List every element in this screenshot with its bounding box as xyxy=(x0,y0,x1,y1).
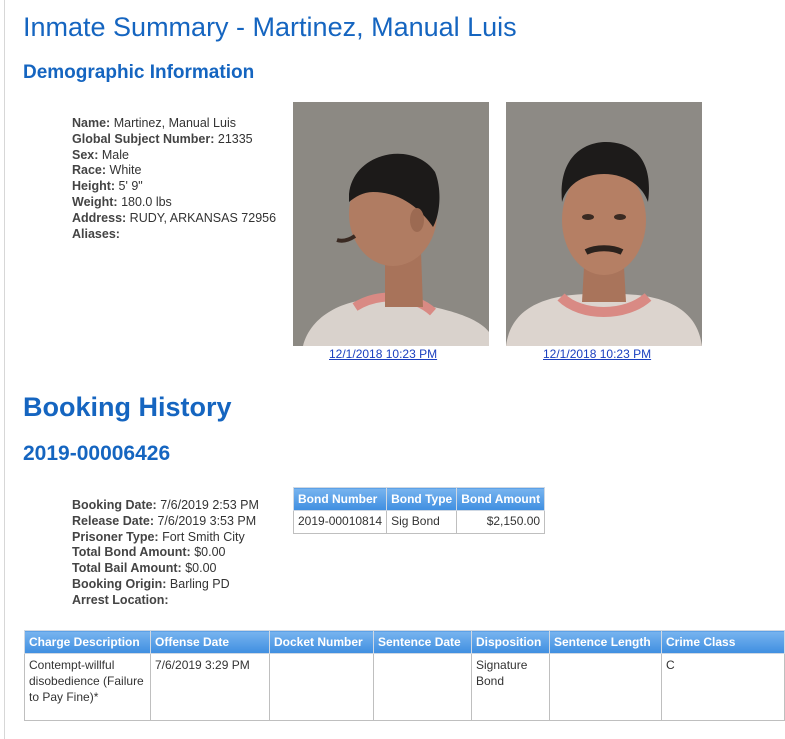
sentence-date-header: Sentence Date xyxy=(374,631,472,654)
field-release-date: Release Date: 7/6/2019 3:53 PM xyxy=(72,513,257,528)
mugshot-profile-photo xyxy=(293,102,489,346)
photo-date-link-2[interactable]: 12/1/2018 10:23 PM xyxy=(543,347,652,361)
demographic-heading: Demographic Information xyxy=(23,62,255,83)
booking-number: 2019-00006426 xyxy=(23,442,171,465)
page-left-border xyxy=(4,0,5,739)
charges-header-row xyxy=(25,631,785,654)
bond-table xyxy=(293,487,545,534)
field-total-bond-amount: Total Bond Amount: $0.00 xyxy=(72,545,226,560)
bond-amount-header: Bond Amount xyxy=(457,488,545,511)
bond-number-header: Bond Number xyxy=(294,488,387,511)
booking-history-heading: Booking History xyxy=(23,392,232,422)
field-aliases: Aliases: xyxy=(72,226,120,241)
bond-type-header: Bond Type xyxy=(387,488,457,511)
charges-table-container xyxy=(24,630,736,730)
bond-amount-cell: $2,150.00 xyxy=(457,511,545,534)
disposition-cell: Signature Bond xyxy=(472,654,550,721)
field-global-subject-number: Global Subject Number: 21335 xyxy=(72,131,253,146)
charges-table xyxy=(24,630,785,721)
mugshot-front-photo xyxy=(506,102,702,346)
photo-date-link-1[interactable]: 12/1/2018 10:23 PM xyxy=(329,347,438,361)
docket-number-header: Docket Number xyxy=(270,631,374,654)
field-sex: Sex: Male xyxy=(72,147,129,162)
field-race: Race: White xyxy=(72,163,142,178)
sentence-length-header: Sentence Length xyxy=(550,631,662,654)
offense-date-header: Offense Date xyxy=(151,631,270,654)
demographic-fields xyxy=(72,116,276,242)
booking-fields xyxy=(72,498,259,609)
field-booking-origin: Booking Origin: Barling PD xyxy=(72,576,230,591)
field-name: Name: Martinez, Manual Luis xyxy=(72,116,236,130)
table-row xyxy=(294,511,545,534)
crime-class-header: Crime Class xyxy=(662,631,785,654)
crime-class-cell: C xyxy=(662,654,785,721)
charge-description-header: Charge Description xyxy=(25,631,151,654)
field-arrest-location: Arrest Location: xyxy=(72,592,169,607)
field-total-bail-amount: Total Bail Amount: $0.00 xyxy=(72,561,217,576)
charge-description-cell: Contempt-willful disobedience (Failure to Pay Fine)* xyxy=(25,654,151,721)
docket-number-cell xyxy=(270,654,374,721)
field-prisoner-type: Prisoner Type: Fort Smith City xyxy=(72,529,245,544)
field-weight: Weight: 180.0 lbs xyxy=(72,194,172,209)
offense-date-cell: 7/6/2019 3:29 PM xyxy=(151,654,270,721)
disposition-header: Disposition xyxy=(472,631,550,654)
bond-number-cell: 2019-00010814 xyxy=(294,511,387,534)
sentence-length-cell xyxy=(550,654,662,721)
field-address: Address: RUDY, ARKANSAS 72956 xyxy=(72,210,277,225)
field-height: Height: 5' 9" xyxy=(72,179,143,194)
field-booking-date: Booking Date: 7/6/2019 2:53 PM xyxy=(72,498,259,512)
bond-type-cell: Sig Bond xyxy=(387,511,457,534)
page-title: Inmate Summary - Martinez, Manual Luis xyxy=(23,12,517,42)
table-row xyxy=(25,654,785,721)
bond-table-header-row xyxy=(294,488,545,511)
sentence-date-cell xyxy=(374,654,472,721)
